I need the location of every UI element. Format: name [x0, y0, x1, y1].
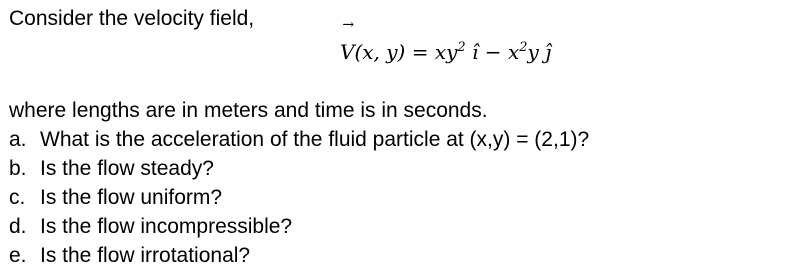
question-text: Is the flow uniform? [40, 186, 223, 209]
question-text: Is the flow incompressible? [40, 215, 293, 238]
question-letter: c. [9, 186, 26, 209]
question-letter: b. [9, 157, 27, 180]
question-item [9, 241, 589, 270]
velocity-field-equation [340, 17, 552, 72]
term-one-exponent: 2 [457, 40, 466, 55]
velocity-symbol: V [340, 40, 355, 64]
question-letter: a. [9, 128, 27, 151]
question-item [9, 125, 589, 154]
question-item [9, 154, 589, 183]
unit-vector-j: ĵ [538, 40, 552, 64]
question-letter: e. [9, 244, 27, 267]
units-statement: where lengths are in meters and time is in seconds. [9, 99, 488, 122]
question-list [9, 125, 589, 270]
term-two-x: x [507, 40, 520, 64]
intro-text: Consider the velocity field, [9, 7, 255, 30]
minus-sign: − [478, 40, 508, 64]
question-text: Is the flow irrotational? [40, 244, 251, 267]
unit-vector-i: î [465, 40, 479, 64]
question-text: Is the flow steady? [40, 157, 214, 180]
question-item [9, 183, 589, 212]
question-item [9, 212, 589, 241]
question-text: What is the acceleration of the fluid particle at (x,y) = (2,1)? [40, 128, 590, 151]
velocity-arguments: (x, y) = [354, 40, 435, 64]
question-letter: d. [9, 215, 27, 238]
vector-arrow: → [342, 17, 355, 33]
term-two-exponent: 2 [519, 40, 528, 55]
term-two-y: y [527, 40, 539, 64]
term-one: xy [434, 40, 458, 64]
velocity-vector-symbol [340, 17, 355, 72]
